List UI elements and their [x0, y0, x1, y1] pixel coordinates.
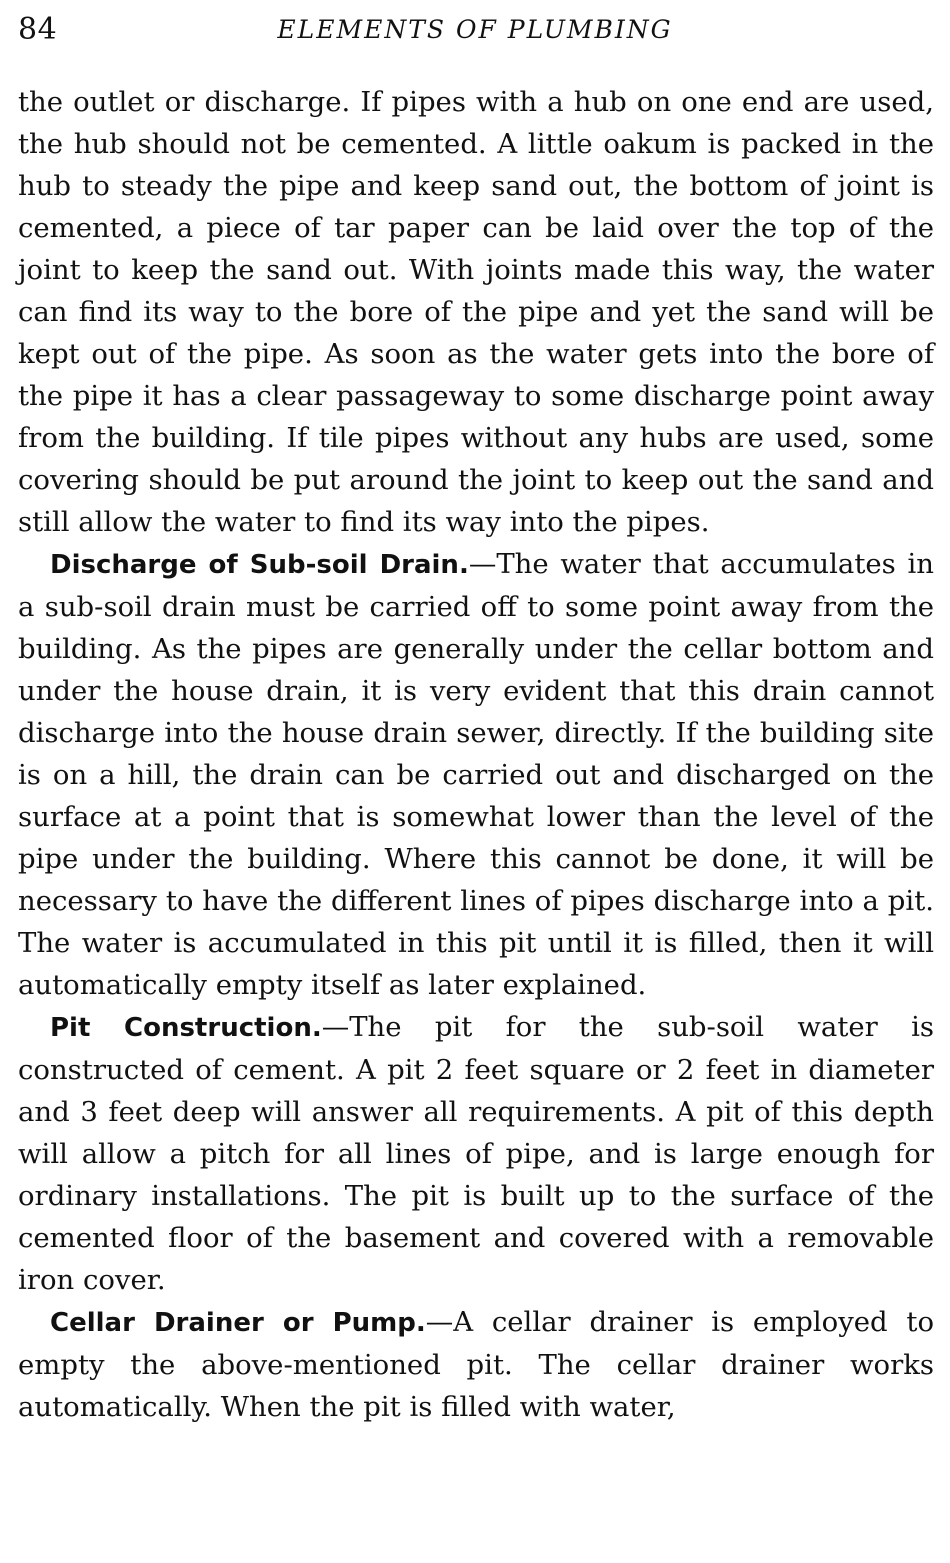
- paragraph-discharge-sub-soil-drain: [18, 543, 934, 1006]
- running-title: ELEMENTS OF PLUMBING: [277, 15, 673, 44]
- page-number: 84: [18, 12, 58, 47]
- paragraph-cellar-drainer: [18, 1301, 934, 1428]
- paragraph-text: —The water that accumulates in a sub-soil drain must be carried off to some point away from the building. As the pipes are generally under the cellar bottom and under the house drain, it is very evident that this drain cannot discharge into the house drain sewer, directly. If the building site is on a hill, the drain can be carried out and discharged on the surface at a point that is somewhat lower than the level of the pipe under the building. Where this cannot be done, it will be necessary to have the different lines of pipes discharge into a pit. The water is accumulated in this pit until it is filled, then it will automatically empty itself as later explained.: [18, 548, 934, 1001]
- paragraph-text: the outlet or discharge. If pipes with a hub on one end are used, the hub should not be cemented. A little oakum is packed in the hub to steady the pipe and keep sand out, the bottom of joint is cemented, a piece of tar paper can be laid over the top of the joint to keep the sand out. With joints made this way, the water can find its way to the bore of the pipe and yet the sand will be kept out of the pipe. As soon as the water gets into the bore of the pipe it has a clear passageway to some discharge point away from the building. If tile pipes without any hubs are used, some covering should be put around the joint to keep out the sand and still allow the water to find its way into the pipes.: [18, 86, 934, 538]
- paragraph-text: —The pit for the sub-soil water is constructed of cement. A pit 2 feet square or 2 feet in diameter and 3 feet deep will answer all requirements. A pit of this depth will allow a pitch for all lines of pipe, and is large enough for ordinary installations. The pit is built up to the surface of the cemented floor of the basement and covered with a removable iron cover.: [18, 1011, 935, 1296]
- paragraph-outlet-discharge: [18, 81, 934, 543]
- section-heading-discharge-sub-soil-drain: Discharge of Sub-soil Drain.: [50, 550, 469, 580]
- page-header: [18, 10, 932, 50]
- paragraph-text: —A cellar drainer is employed to empty the above-mentioned pit. The cellar drainer works automatically. When the pit is filled with water,: [18, 1306, 935, 1423]
- paragraph-pit-construction: [18, 1006, 934, 1301]
- section-heading-pit-construction: Pit Construction.: [50, 1013, 322, 1043]
- section-heading-cellar-drainer: Cellar Drainer or Pump.: [50, 1308, 426, 1338]
- body-text: [18, 81, 934, 1428]
